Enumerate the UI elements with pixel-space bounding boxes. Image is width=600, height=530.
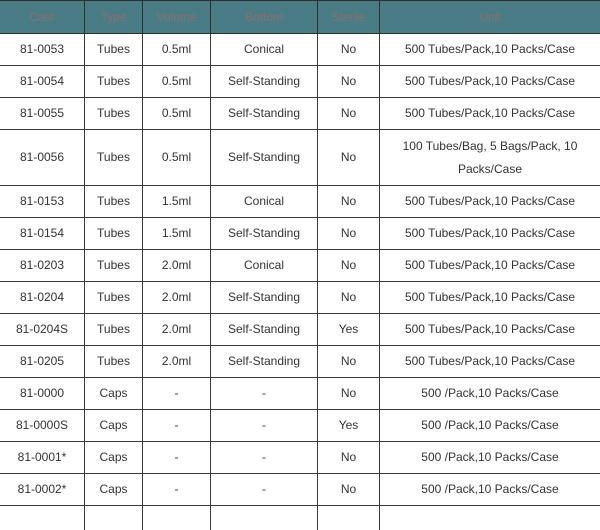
cell-unit: 500 Tubes/Pack,10 Packs/Case [380,186,600,218]
cell-type: Caps [85,474,143,506]
table-header [0,1,600,34]
cell-cat: 81-0055 [0,98,85,130]
cell-cat [0,506,85,530]
cell-type: Tubes [85,250,143,282]
cell-cat: 81-0205 [0,346,85,378]
cell-volume: 1.5ml [143,186,211,218]
col-header-type: Type [85,1,143,34]
cell-cat: 81-0204 [0,282,85,314]
col-header-cat: Cat# [0,1,85,34]
cell-sterile: No [318,346,380,378]
cell-cat: 81-0002* [0,474,85,506]
cell-unit: 500 Tubes/Pack,10 Packs/Case [380,282,600,314]
cell-volume: 0.5ml [143,34,211,66]
cell-type [85,506,143,530]
cell-unit: 500 Tubes/Pack,10 Packs/Case [380,66,600,98]
cell-bottom: Self-Standing [211,346,318,378]
col-header-bottom: Bottom [211,1,318,34]
cell-volume: 2.0ml [143,346,211,378]
cell-sterile: Yes [318,410,380,442]
cell-unit: 500 Tubes/Pack,10 Packs/Case [380,314,600,346]
cell-sterile: No [318,442,380,474]
table-row [0,442,600,474]
cell-sterile: No [318,66,380,98]
table-row [0,250,600,282]
cell-sterile [318,506,380,530]
cell-type: Tubes [85,34,143,66]
cell-type: Tubes [85,282,143,314]
table-body [0,34,600,530]
cell-unit: 500 /Pack,10 Packs/Case [380,474,600,506]
table-row [0,314,600,346]
table-row [0,66,600,98]
cell-volume: 0.5ml [143,66,211,98]
cell-volume: - [143,378,211,410]
cell-sterile: No [318,282,380,314]
cell-volume: - [143,442,211,474]
col-header-volume: Volume [143,1,211,34]
cell-unit: 500 Tubes/Pack,10 Packs/Case [380,34,600,66]
cell-type: Tubes [85,346,143,378]
cell-bottom: Conical [211,250,318,282]
table-row [0,282,600,314]
cell-bottom: - [211,442,318,474]
table-row [0,410,600,442]
cell-unit: 500 /Pack,10 Packs/Case [380,442,600,474]
cell-cat: 81-0001* [0,442,85,474]
cell-unit: 500 Tubes/Pack,10 Packs/Case [380,346,600,378]
cell-cat: 81-0054 [0,66,85,98]
cell-unit: 100 Tubes/Bag, 5 Bags/Pack, 10 Packs/Case [380,130,600,186]
cell-cat: 81-0204S [0,314,85,346]
cell-type: Tubes [85,66,143,98]
cell-volume: 1.5ml [143,218,211,250]
cell-unit: 500 /Pack,10 Packs/Case [380,410,600,442]
cell-sterile: Yes [318,314,380,346]
cell-bottom: Self-Standing [211,218,318,250]
cell-cat: 81-0000 [0,378,85,410]
table-row [0,34,600,66]
cell-bottom: Self-Standing [211,314,318,346]
table-row [0,218,600,250]
cell-unit: 500 Tubes/Pack,10 Packs/Case [380,218,600,250]
cell-type: Caps [85,442,143,474]
cell-bottom: - [211,410,318,442]
cell-volume: - [143,474,211,506]
cell-unit: 500 /Pack,10 Packs/Case [380,378,600,410]
cell-type: Caps [85,410,143,442]
cell-volume: 2.0ml [143,282,211,314]
cell-cat: 81-0053 [0,34,85,66]
cell-volume [143,506,211,530]
cell-volume: 0.5ml [143,130,211,186]
table-row [0,186,600,218]
cell-type: Tubes [85,314,143,346]
table-row [0,98,600,130]
cell-cat: 81-0056 [0,130,85,186]
cell-type: Tubes [85,130,143,186]
cell-volume: 0.5ml [143,98,211,130]
cell-sterile: No [318,218,380,250]
cell-sterile: No [318,34,380,66]
cell-cat: 81-0154 [0,218,85,250]
cell-unit: 500 Tubes/Pack,10 Packs/Case [380,250,600,282]
cell-volume: 2.0ml [143,314,211,346]
cell-bottom: Self-Standing [211,66,318,98]
cell-type: Tubes [85,218,143,250]
cell-bottom: Self-Standing [211,98,318,130]
table-row [0,346,600,378]
table-row [0,378,600,410]
cell-bottom: - [211,378,318,410]
cell-sterile: No [318,474,380,506]
table-row [0,506,600,530]
cell-sterile: No [318,378,380,410]
cell-sterile: No [318,250,380,282]
cell-type: Caps [85,378,143,410]
cell-unit: 500 Tubes/Pack,10 Packs/Case [380,98,600,130]
cell-sterile: No [318,130,380,186]
cell-bottom [211,506,318,530]
col-header-sterile: Sterile [318,1,380,34]
table-row [0,130,600,186]
cell-sterile: No [318,98,380,130]
cell-sterile: No [318,186,380,218]
cell-volume: 2.0ml [143,250,211,282]
cell-cat: 81-0153 [0,186,85,218]
table-row [0,474,600,506]
cell-bottom: Self-Standing [211,130,318,186]
cell-volume: - [143,410,211,442]
cell-bottom: Self-Standing [211,282,318,314]
cell-unit [380,506,600,530]
cell-bottom: Conical [211,186,318,218]
cell-bottom: Conical [211,34,318,66]
col-header-unit: Unit [380,1,600,34]
cell-bottom: - [211,474,318,506]
header-row [0,1,600,34]
cell-cat: 81-0203 [0,250,85,282]
cell-type: Tubes [85,98,143,130]
cell-type: Tubes [85,186,143,218]
cell-cat: 81-0000S [0,410,85,442]
